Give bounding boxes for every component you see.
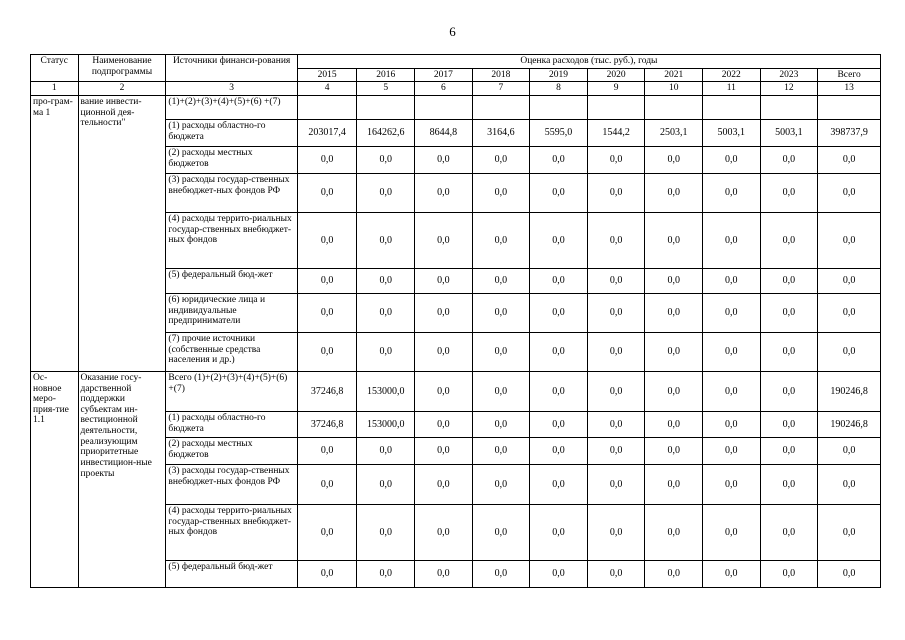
value-cell: 0,0: [472, 146, 530, 173]
header-year: 2021: [645, 68, 703, 82]
value-cell: 0,0: [645, 504, 703, 560]
status-cell: Ос-новное меро-прия-тие 1.1: [31, 371, 79, 587]
value-cell: 0,0: [472, 371, 530, 411]
value-cell: [297, 95, 357, 119]
value-cell: 0,0: [530, 268, 588, 293]
value-cell: 0,0: [702, 560, 760, 587]
value-cell: 0,0: [645, 464, 703, 504]
funding-source-cell: (3) расходы государ-ственных внебюджет-ных фондов РФ: [166, 464, 297, 504]
value-cell: 164262,6: [357, 119, 415, 146]
header-year: Всего: [818, 68, 881, 82]
value-cell: 0,0: [530, 411, 588, 437]
value-cell: 0,0: [587, 332, 645, 371]
value-cell: 0,0: [472, 437, 530, 464]
value-cell: 0,0: [760, 371, 818, 411]
value-cell: 0,0: [645, 411, 703, 437]
funding-source-cell: (1) расходы областно-го бюджета: [166, 119, 297, 146]
column-number: 4: [297, 82, 357, 96]
funding-source-cell: (1) расходы областно-го бюджета: [166, 411, 297, 437]
value-cell: 0,0: [760, 212, 818, 268]
value-cell: 0,0: [760, 437, 818, 464]
funding-source-cell: (5) федеральный бюд-жет: [166, 560, 297, 587]
header-year: 2020: [587, 68, 645, 82]
value-cell: 0,0: [530, 464, 588, 504]
value-cell: [415, 95, 473, 119]
header-year: 2019: [530, 68, 588, 82]
value-cell: 0,0: [415, 332, 473, 371]
value-cell: 0,0: [760, 173, 818, 212]
value-cell: 0,0: [587, 146, 645, 173]
value-cell: 0,0: [472, 212, 530, 268]
value-cell: 0,0: [818, 268, 881, 293]
value-cell: 37246,8: [297, 411, 357, 437]
value-cell: 0,0: [702, 504, 760, 560]
value-cell: 0,0: [587, 504, 645, 560]
value-cell: 0,0: [702, 173, 760, 212]
value-cell: 153000,0: [357, 371, 415, 411]
header-estimate: Оценка расходов (тыс. руб.), годы: [297, 55, 880, 69]
value-cell: [702, 95, 760, 119]
value-cell: 0,0: [472, 293, 530, 332]
value-cell: 0,0: [415, 371, 473, 411]
value-cell: 0,0: [587, 268, 645, 293]
value-cell: 0,0: [297, 268, 357, 293]
value-cell: 190246,8: [818, 371, 881, 411]
value-cell: [645, 95, 703, 119]
page-number: 6: [449, 24, 456, 39]
value-cell: 0,0: [818, 212, 881, 268]
value-cell: 0,0: [297, 464, 357, 504]
value-cell: 0,0: [760, 268, 818, 293]
funding-source-cell: (4) расходы террито-риальных государ-ственных внебюджет-ных фондов: [166, 504, 297, 560]
value-cell: 0,0: [760, 411, 818, 437]
value-cell: 0,0: [472, 332, 530, 371]
value-cell: 0,0: [472, 504, 530, 560]
value-cell: 0,0: [818, 173, 881, 212]
value-cell: [760, 95, 818, 119]
column-number: 12: [760, 82, 818, 96]
value-cell: 0,0: [818, 293, 881, 332]
funding-source-cell: (1)+(2)+(3)+(4)+(5)+(6) +(7): [166, 95, 297, 119]
value-cell: 0,0: [587, 464, 645, 504]
header-year: 2022: [702, 68, 760, 82]
column-number: 8: [530, 82, 588, 96]
column-number: 1: [31, 82, 79, 96]
value-cell: 0,0: [297, 212, 357, 268]
value-cell: 0,0: [415, 437, 473, 464]
value-cell: 0,0: [297, 332, 357, 371]
value-cell: 0,0: [702, 371, 760, 411]
value-cell: 0,0: [587, 173, 645, 212]
value-cell: 3164,6: [472, 119, 530, 146]
value-cell: [530, 95, 588, 119]
column-number: 6: [415, 82, 473, 96]
value-cell: 0,0: [415, 293, 473, 332]
value-cell: [587, 95, 645, 119]
value-cell: 0,0: [760, 293, 818, 332]
value-cell: 0,0: [297, 146, 357, 173]
value-cell: 0,0: [587, 371, 645, 411]
value-cell: 0,0: [297, 173, 357, 212]
table-row: [31, 95, 881, 119]
value-cell: 0,0: [472, 173, 530, 212]
value-cell: 0,0: [472, 560, 530, 587]
value-cell: 0,0: [415, 173, 473, 212]
value-cell: 0,0: [472, 268, 530, 293]
header-source: Источники финанси-рования: [166, 55, 297, 82]
value-cell: 0,0: [357, 437, 415, 464]
value-cell: 0,0: [530, 437, 588, 464]
header-status: Статус: [31, 55, 79, 82]
value-cell: 0,0: [702, 464, 760, 504]
column-number: 9: [587, 82, 645, 96]
value-cell: 0,0: [415, 560, 473, 587]
value-cell: 0,0: [587, 212, 645, 268]
header-year: 2017: [415, 68, 473, 82]
value-cell: 0,0: [645, 437, 703, 464]
value-cell: 0,0: [645, 173, 703, 212]
value-cell: 0,0: [645, 268, 703, 293]
value-cell: 398737,9: [818, 119, 881, 146]
value-cell: 0,0: [297, 437, 357, 464]
value-cell: [818, 95, 881, 119]
value-cell: 0,0: [357, 464, 415, 504]
value-cell: 0,0: [415, 464, 473, 504]
value-cell: 0,0: [530, 332, 588, 371]
value-cell: 0,0: [702, 332, 760, 371]
value-cell: 0,0: [357, 560, 415, 587]
value-cell: 0,0: [818, 437, 881, 464]
value-cell: 0,0: [818, 146, 881, 173]
column-number: 10: [645, 82, 703, 96]
value-cell: 0,0: [297, 560, 357, 587]
value-cell: 0,0: [702, 411, 760, 437]
value-cell: 0,0: [702, 146, 760, 173]
value-cell: 203017,4: [297, 119, 357, 146]
column-number: 3: [166, 82, 297, 96]
value-cell: 0,0: [415, 504, 473, 560]
value-cell: 0,0: [760, 464, 818, 504]
value-cell: 0,0: [818, 560, 881, 587]
column-number: 2: [78, 82, 166, 96]
funding-source-cell: (2) расходы местных бюджетов: [166, 146, 297, 173]
funding-source-cell: (5) федеральный бюд-жет: [166, 268, 297, 293]
value-cell: 0,0: [818, 464, 881, 504]
value-cell: 2503,1: [645, 119, 703, 146]
value-cell: 0,0: [645, 146, 703, 173]
status-cell: про-грам-ма 1: [31, 95, 79, 371]
value-cell: 0,0: [357, 293, 415, 332]
table-row: [31, 371, 881, 411]
value-cell: 0,0: [760, 560, 818, 587]
value-cell: 8644,8: [415, 119, 473, 146]
value-cell: 0,0: [760, 332, 818, 371]
header-year: 2023: [760, 68, 818, 82]
value-cell: 0,0: [818, 332, 881, 371]
header-name: Наименование подпрограммы: [78, 55, 166, 82]
value-cell: 0,0: [702, 212, 760, 268]
funding-source-cell: (6) юридические лица и индивидуальные предприниматели: [166, 293, 297, 332]
value-cell: 0,0: [530, 504, 588, 560]
header-year: 2018: [472, 68, 530, 82]
value-cell: 0,0: [530, 371, 588, 411]
value-cell: 0,0: [702, 293, 760, 332]
value-cell: 0,0: [357, 146, 415, 173]
value-cell: 37246,8: [297, 371, 357, 411]
value-cell: 0,0: [415, 146, 473, 173]
value-cell: 0,0: [415, 212, 473, 268]
value-cell: 0,0: [760, 504, 818, 560]
value-cell: 0,0: [472, 411, 530, 437]
value-cell: 0,0: [587, 437, 645, 464]
value-cell: 0,0: [818, 504, 881, 560]
funding-source-cell: (2) расходы местных бюджетов: [166, 437, 297, 464]
value-cell: 1544,2: [587, 119, 645, 146]
value-cell: 0,0: [530, 173, 588, 212]
value-cell: 0,0: [587, 293, 645, 332]
header-year: 2015: [297, 68, 357, 82]
expenditure-table: [30, 54, 881, 588]
value-cell: 0,0: [530, 293, 588, 332]
value-cell: 153000,0: [357, 411, 415, 437]
value-cell: 0,0: [645, 371, 703, 411]
funding-source-cell: (7) прочие источники (собственные средства населения и др.): [166, 332, 297, 371]
value-cell: 0,0: [587, 560, 645, 587]
funding-source-cell: (3) расходы государ-ственных внебюджет-ных фондов РФ: [166, 173, 297, 212]
value-cell: 0,0: [415, 268, 473, 293]
header-year: 2016: [357, 68, 415, 82]
column-number: 11: [702, 82, 760, 96]
value-cell: 0,0: [297, 293, 357, 332]
subprogram-name-cell: Оказание госу-дарственной поддержки субъектам ин-вестиционной деятельности, реализующим приоритетные инвестицион-ные проекты: [78, 371, 166, 587]
value-cell: 0,0: [702, 268, 760, 293]
value-cell: [472, 95, 530, 119]
value-cell: 0,0: [645, 293, 703, 332]
value-cell: 190246,8: [818, 411, 881, 437]
column-number: 13: [818, 82, 881, 96]
value-cell: 0,0: [357, 332, 415, 371]
value-cell: 0,0: [415, 411, 473, 437]
value-cell: 0,0: [760, 146, 818, 173]
value-cell: 0,0: [645, 560, 703, 587]
value-cell: 0,0: [645, 332, 703, 371]
value-cell: 0,0: [530, 212, 588, 268]
column-number: 7: [472, 82, 530, 96]
funding-source-cell: Всего (1)+(2)+(3)+(4)+(5)+(6) +(7): [166, 371, 297, 411]
value-cell: 0,0: [702, 437, 760, 464]
column-number: 5: [357, 82, 415, 96]
value-cell: 0,0: [530, 146, 588, 173]
value-cell: 0,0: [357, 173, 415, 212]
value-cell: [357, 95, 415, 119]
subprogram-name-cell: вание инвести-ционной дея-тельности": [78, 95, 166, 371]
value-cell: 0,0: [297, 504, 357, 560]
value-cell: 0,0: [587, 411, 645, 437]
value-cell: 0,0: [472, 464, 530, 504]
value-cell: 0,0: [645, 212, 703, 268]
funding-source-cell: (4) расходы террито-риальных государ-ственных внебюджет-ных фондов: [166, 212, 297, 268]
value-cell: 5595,0: [530, 119, 588, 146]
value-cell: 5003,1: [760, 119, 818, 146]
value-cell: 0,0: [357, 212, 415, 268]
value-cell: 5003,1: [702, 119, 760, 146]
value-cell: 0,0: [357, 268, 415, 293]
value-cell: 0,0: [357, 504, 415, 560]
value-cell: 0,0: [530, 560, 588, 587]
